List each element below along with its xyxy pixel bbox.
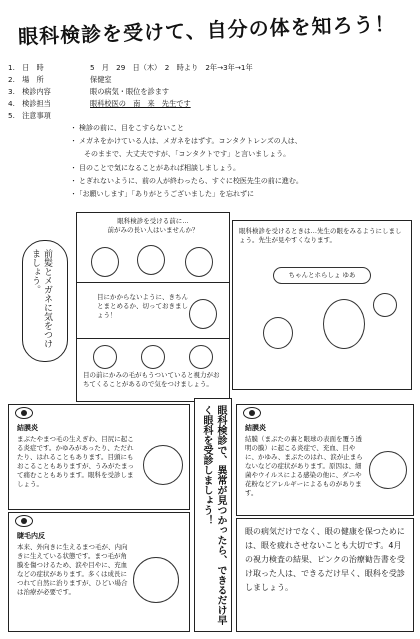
info-value: 5 月 29 日（木） 2 時より 2年→3年→1年: [90, 63, 253, 72]
info-row: [8, 86, 412, 98]
reminder-text: 前髪とメガネに気をつけましょう。: [30, 249, 52, 348]
trichiasis-box: [8, 512, 190, 632]
info-label: 5. 注意事項: [8, 111, 51, 120]
note-item: ・ とぎれないように、前の人が終わったら、すぐに校医先生の前に進む。: [70, 175, 412, 188]
student-face: [189, 299, 217, 329]
eye-icon: [15, 407, 33, 419]
info-value: 眼の病気・眼位を診ます: [90, 87, 170, 96]
notes-list: [70, 122, 412, 201]
student-face: [137, 245, 165, 275]
exam-lamp: [373, 293, 397, 317]
section-text: 本来、外向きに生えるまつ毛が、内向きに生えている状態です。まつ毛が角膜を傷つけるため、涙や目やに、充血などの症状があります。多くは成長につれて自然に治りますが、ひどい場合は治療が必要です。: [17, 543, 128, 596]
student-face: [185, 247, 213, 277]
note-item: そのままで、大丈夫ですが、「コンタクトです」と言いましょう。: [84, 150, 291, 159]
eye-illustration: [369, 451, 407, 489]
panel-caption: 眼科検診を受けるときは…先生の眼をみるようにしましょう。先生が見やすくなります。: [239, 227, 402, 244]
student-face: [263, 317, 293, 349]
section-title: 結膜炎: [17, 424, 38, 432]
info-label: 2. 場 所: [8, 75, 44, 84]
eye-illustration: [133, 557, 179, 603]
comic-panel-2: [76, 282, 230, 340]
eye-icon: [15, 515, 33, 527]
comic-panel-4: [232, 220, 412, 390]
student-face: [141, 345, 165, 369]
note-item: ・ 目のことで気になることがあれば相談しましょう。: [70, 162, 412, 175]
comic-panel-1: [76, 212, 230, 284]
page-title: 眼科検診を受けて、自分の体を知ろう！: [17, 11, 396, 49]
note-item: ・ 検診の前に、目をこすらないこと: [70, 122, 412, 135]
panel-speech: ちゃんとホらしょ ゆあ: [273, 267, 371, 284]
section-text: まぶたやまつ毛の生えぎわ、目尻に起こる炎症です。かゆみがあったり、ただれたり、はれることもあります。目頭にもおこることもありますが、うみがたまって痛むこともあります。眼科を受診しましょう。: [17, 435, 134, 488]
info-value: 眼科校医の 南 来 先生です: [90, 99, 191, 108]
eye-illustration: [143, 445, 183, 485]
info-value: 保健室: [90, 75, 112, 84]
section-text: 結膜（まぶたの裏と眼球の表面を覆う透明の膜）に起こる炎症で、充血、目やに、かゆみ、まぶたのはれ、涙が止まらないなどの症状があります。原因は、細菌やウイルスによる感染の他に、ダニや花粉などアレルギーによるものがあります。: [245, 435, 363, 497]
note-item: ・ メガネをかけている人は、メガネをはずす。コンタクトレンズの人は、: [70, 135, 412, 148]
info-label: 3. 検診内容: [8, 87, 51, 96]
panel-caption: 目の前にかみの毛がもうついていると視力がおちてくることがあるので気をつけましょう。: [83, 371, 220, 388]
doctor-figure: [323, 299, 365, 349]
student-face: [91, 247, 119, 277]
info-row: [8, 74, 412, 86]
student-face: [189, 345, 213, 369]
event-info: [8, 62, 412, 122]
panel-header: 眼科検診を受ける前に… 前がみの長い人はいませんか？: [107, 217, 199, 234]
advice-box: [236, 518, 414, 632]
student-face: [93, 345, 117, 369]
note-item: ・ 「お願いします」「ありがとうございました」を忘れずに: [70, 188, 412, 201]
advice-text: 眼の病気だけでなく、眼の健康を保つためには、眼を疲れさせないことも大切です。4月の視力検査の結果、ピンクの治療勧告書を受け取った人は、できるだけ早く、眼科を受診しましょう。: [245, 527, 405, 592]
allergy-box: [236, 404, 414, 516]
conjunctivitis-box: [8, 404, 190, 510]
panel-speech: 目にかからないように、きちんとまとめるか、切っておきましょう！: [97, 293, 188, 319]
info-row: [8, 62, 412, 74]
info-row: [8, 98, 412, 110]
section-title: 睫毛内反: [17, 532, 45, 540]
center-text: 眼科検診で、異常が見つかったら、できるだけ早く眼科を受診しましょう！: [201, 405, 226, 625]
reminder-bubble: [22, 240, 68, 362]
info-row: [8, 110, 412, 122]
comic-panel-3: [76, 338, 230, 402]
info-label: 1. 日 時: [8, 63, 44, 72]
eye-icon: [243, 407, 261, 419]
info-label: 4. 検診担当: [8, 99, 51, 108]
center-message: [194, 398, 232, 632]
section-title: 結膜炎: [245, 424, 266, 432]
